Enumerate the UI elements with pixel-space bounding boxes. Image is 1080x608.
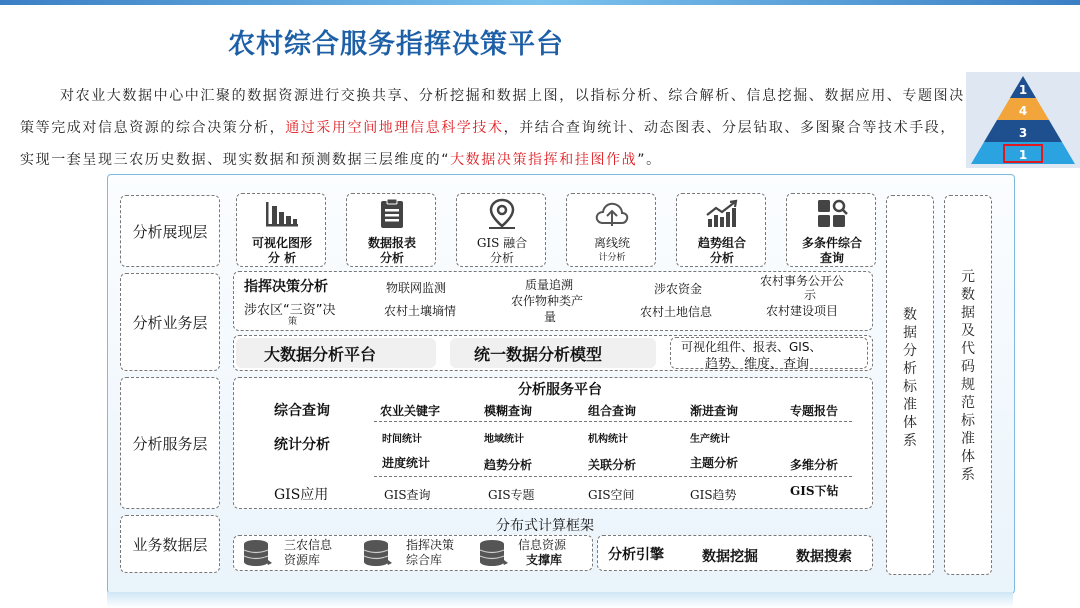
presentation-item-visual <box>236 193 326 267</box>
service-region-stats: 地域统计 <box>484 434 524 445</box>
unified-model-box <box>450 338 656 368</box>
pyramid-label-4: 1 <box>1018 148 1028 162</box>
presentation-item-visual-line2: 分 析 <box>267 251 297 265</box>
page-title: 农村综合服务指挥决策平台 <box>228 29 564 60</box>
engines-box <box>597 535 873 571</box>
business-affairs-tail: 示 <box>804 288 817 302</box>
unified-model-label: 统一数据分析模型 <box>474 345 603 364</box>
service-topic-report: 专题报告 <box>790 404 839 418</box>
components-line1: 可视化组件、报表、GIS、 <box>681 340 822 354</box>
report-icon <box>376 198 408 230</box>
service-progressive-query: 渐进查询 <box>690 404 739 418</box>
db-sannong-line2: 资源库 <box>284 553 321 567</box>
service-gis-spatial: GIS空间 <box>588 488 635 502</box>
layer-business <box>120 273 220 371</box>
intro-highlight-2: 大数据决策指挥和挂图作战 <box>450 152 638 168</box>
service-platform-box <box>233 377 873 509</box>
intro-text-2: ，并结合查询统计、动态图表、分层钻取、多图聚合等技术手段，实现一套呈现三农历史数据、现实数据和预测数据三层维度的“ <box>20 120 957 168</box>
db-sannong-line1: 三农信息 <box>284 538 333 552</box>
business-land: 农村土地信息 <box>640 305 713 319</box>
layer-presentation-label: 分析展现层 <box>132 222 208 241</box>
database-icon <box>478 539 510 569</box>
service-time-stats: 时间统计 <box>382 434 422 445</box>
service-progress-stats: 进度统计 <box>382 456 431 470</box>
bigdata-platform-label: 大数据分析平台 <box>264 345 377 364</box>
distributed-framework-label: 分布式计算框架 <box>496 518 594 534</box>
pyramid-label-3: 3 <box>1018 126 1028 140</box>
service-combo-query: 组合查询 <box>588 404 637 418</box>
presentation-item-gis <box>456 193 546 267</box>
top-accent-bar <box>0 0 1080 5</box>
business-construction: 农村建设项目 <box>766 304 839 318</box>
presentation-item-visual-line1: 可视化图形 <box>251 236 312 250</box>
presentation-item-gis-line1: GIS 融合 <box>476 236 528 250</box>
standards-label: 数据分析标准体系 <box>903 307 917 449</box>
service-gis-query: GIS查询 <box>384 488 431 502</box>
presentation-item-offline-line2: 计分析 <box>598 253 626 263</box>
layer-business-label: 分析业务层 <box>132 313 208 332</box>
engine-search: 数据搜索 <box>796 549 852 565</box>
db-resource-line1: 信息资源 <box>518 538 567 552</box>
service-correlation-analysis: 关联分析 <box>588 458 637 472</box>
layer-presentation <box>120 195 220 267</box>
bigdata-platform-box <box>236 338 436 368</box>
business-three-assets-tail: 策 <box>288 317 298 327</box>
map-pin-icon <box>486 198 518 230</box>
business-iot: 物联网监测 <box>386 281 447 295</box>
service-divider-2 <box>374 476 852 477</box>
layer-service-label: 分析服务层 <box>132 434 208 453</box>
intro-paragraph <box>20 80 965 176</box>
query-grid-icon <box>816 198 850 230</box>
service-topic-analysis: 主题分析 <box>690 456 739 470</box>
presentation-item-offline <box>566 193 656 267</box>
service-trend-analysis: 趋势分析 <box>484 458 533 472</box>
layer-data-label: 业务数据层 <box>132 535 208 554</box>
intro-text-3: ”。 <box>637 152 662 168</box>
cloud-icon <box>594 199 630 229</box>
business-crop-tail: 量 <box>544 310 557 324</box>
business-command: 指挥决策分析 <box>244 279 328 295</box>
bottom-accent-strip <box>107 592 1013 608</box>
business-three-assets: 涉农区“三资”决 <box>244 303 336 318</box>
pyramid-graphic <box>966 72 1080 168</box>
layer-service <box>120 377 220 509</box>
service-divider-1 <box>374 421 852 422</box>
engine-mining: 数据挖掘 <box>702 549 758 565</box>
presentation-item-gis-line2: 分析 <box>489 251 514 265</box>
service-fuzzy-query: 模糊查询 <box>484 404 533 418</box>
presentation-item-report <box>346 193 436 267</box>
presentation-item-offline-line1: 离线统 <box>593 236 630 250</box>
pyramid-label-1: 1 <box>1018 83 1028 97</box>
db-resource-line2: 支撑库 <box>526 553 563 567</box>
architecture-panel <box>107 174 1015 594</box>
presentation-item-trend-line2: 分析 <box>709 251 734 265</box>
db-command-line1: 指挥决策 <box>406 538 455 552</box>
intro-highlight-1: 通过采用空间地理信息科学技术 <box>285 120 504 136</box>
service-gis-trend: GIS趋势 <box>690 488 737 502</box>
presentation-item-trend-line1: 趋势组合 <box>697 236 746 250</box>
components-line2: 趋势、维度、查询 <box>705 357 810 372</box>
engine-analysis: 分析引擎 <box>608 547 664 563</box>
service-statistics: 统计分析 <box>274 437 330 453</box>
presentation-item-query <box>786 193 876 267</box>
intro-text-1: 对农业大数据中心中汇聚的数据资源进行交换共享、分析挖掘和数据上图，以指标分析、综合解析、信息挖掘、数据应用、专题图决策等完成对信息资源的综合决策分析， <box>20 88 965 136</box>
presentation-item-query-line1: 多条件综合 <box>801 236 862 250</box>
business-trace: 质量追溯 <box>525 278 574 292</box>
components-box <box>670 337 868 372</box>
business-funds: 涉农资金 <box>654 282 703 296</box>
database-icon <box>362 539 394 569</box>
business-domains-box <box>233 271 873 331</box>
service-production-stats: 生产统计 <box>690 434 730 445</box>
service-gis-drilldown: GIS下钻 <box>790 484 839 498</box>
business-affairs: 农村事务公开公 <box>760 274 845 288</box>
db-command-line2: 综合库 <box>406 553 443 567</box>
pyramid-label-2: 4 <box>1018 104 1028 118</box>
metadata-label: 元数据及代码规范标准体系 <box>961 269 975 483</box>
metadata-column <box>944 195 992 575</box>
business-platforms-box <box>233 335 873 371</box>
service-platform-label: 分析服务平台 <box>518 382 602 398</box>
databases-box <box>233 535 593 571</box>
standards-column <box>886 195 934 575</box>
service-gis-topic: GIS专题 <box>488 488 535 502</box>
service-combined-query: 综合查询 <box>274 403 330 419</box>
service-multidim-analysis: 多维分析 <box>790 458 839 472</box>
trend-chart-icon <box>704 199 740 229</box>
layer-data <box>120 515 220 573</box>
presentation-item-report-line1: 数据报表 <box>367 236 416 250</box>
database-icon <box>242 539 274 569</box>
bar-chart-icon <box>264 200 300 228</box>
presentation-item-trend <box>676 193 766 267</box>
service-org-stats: 机构统计 <box>588 434 628 445</box>
service-keyword: 农业关键字 <box>380 404 441 418</box>
presentation-item-query-line2: 查询 <box>819 251 844 265</box>
service-gis-app: GIS应用 <box>274 487 329 503</box>
business-crop: 农作物种类产 <box>511 294 584 308</box>
presentation-item-report-line2: 分析 <box>379 251 404 265</box>
business-soil: 农村土壤墒情 <box>384 304 457 318</box>
